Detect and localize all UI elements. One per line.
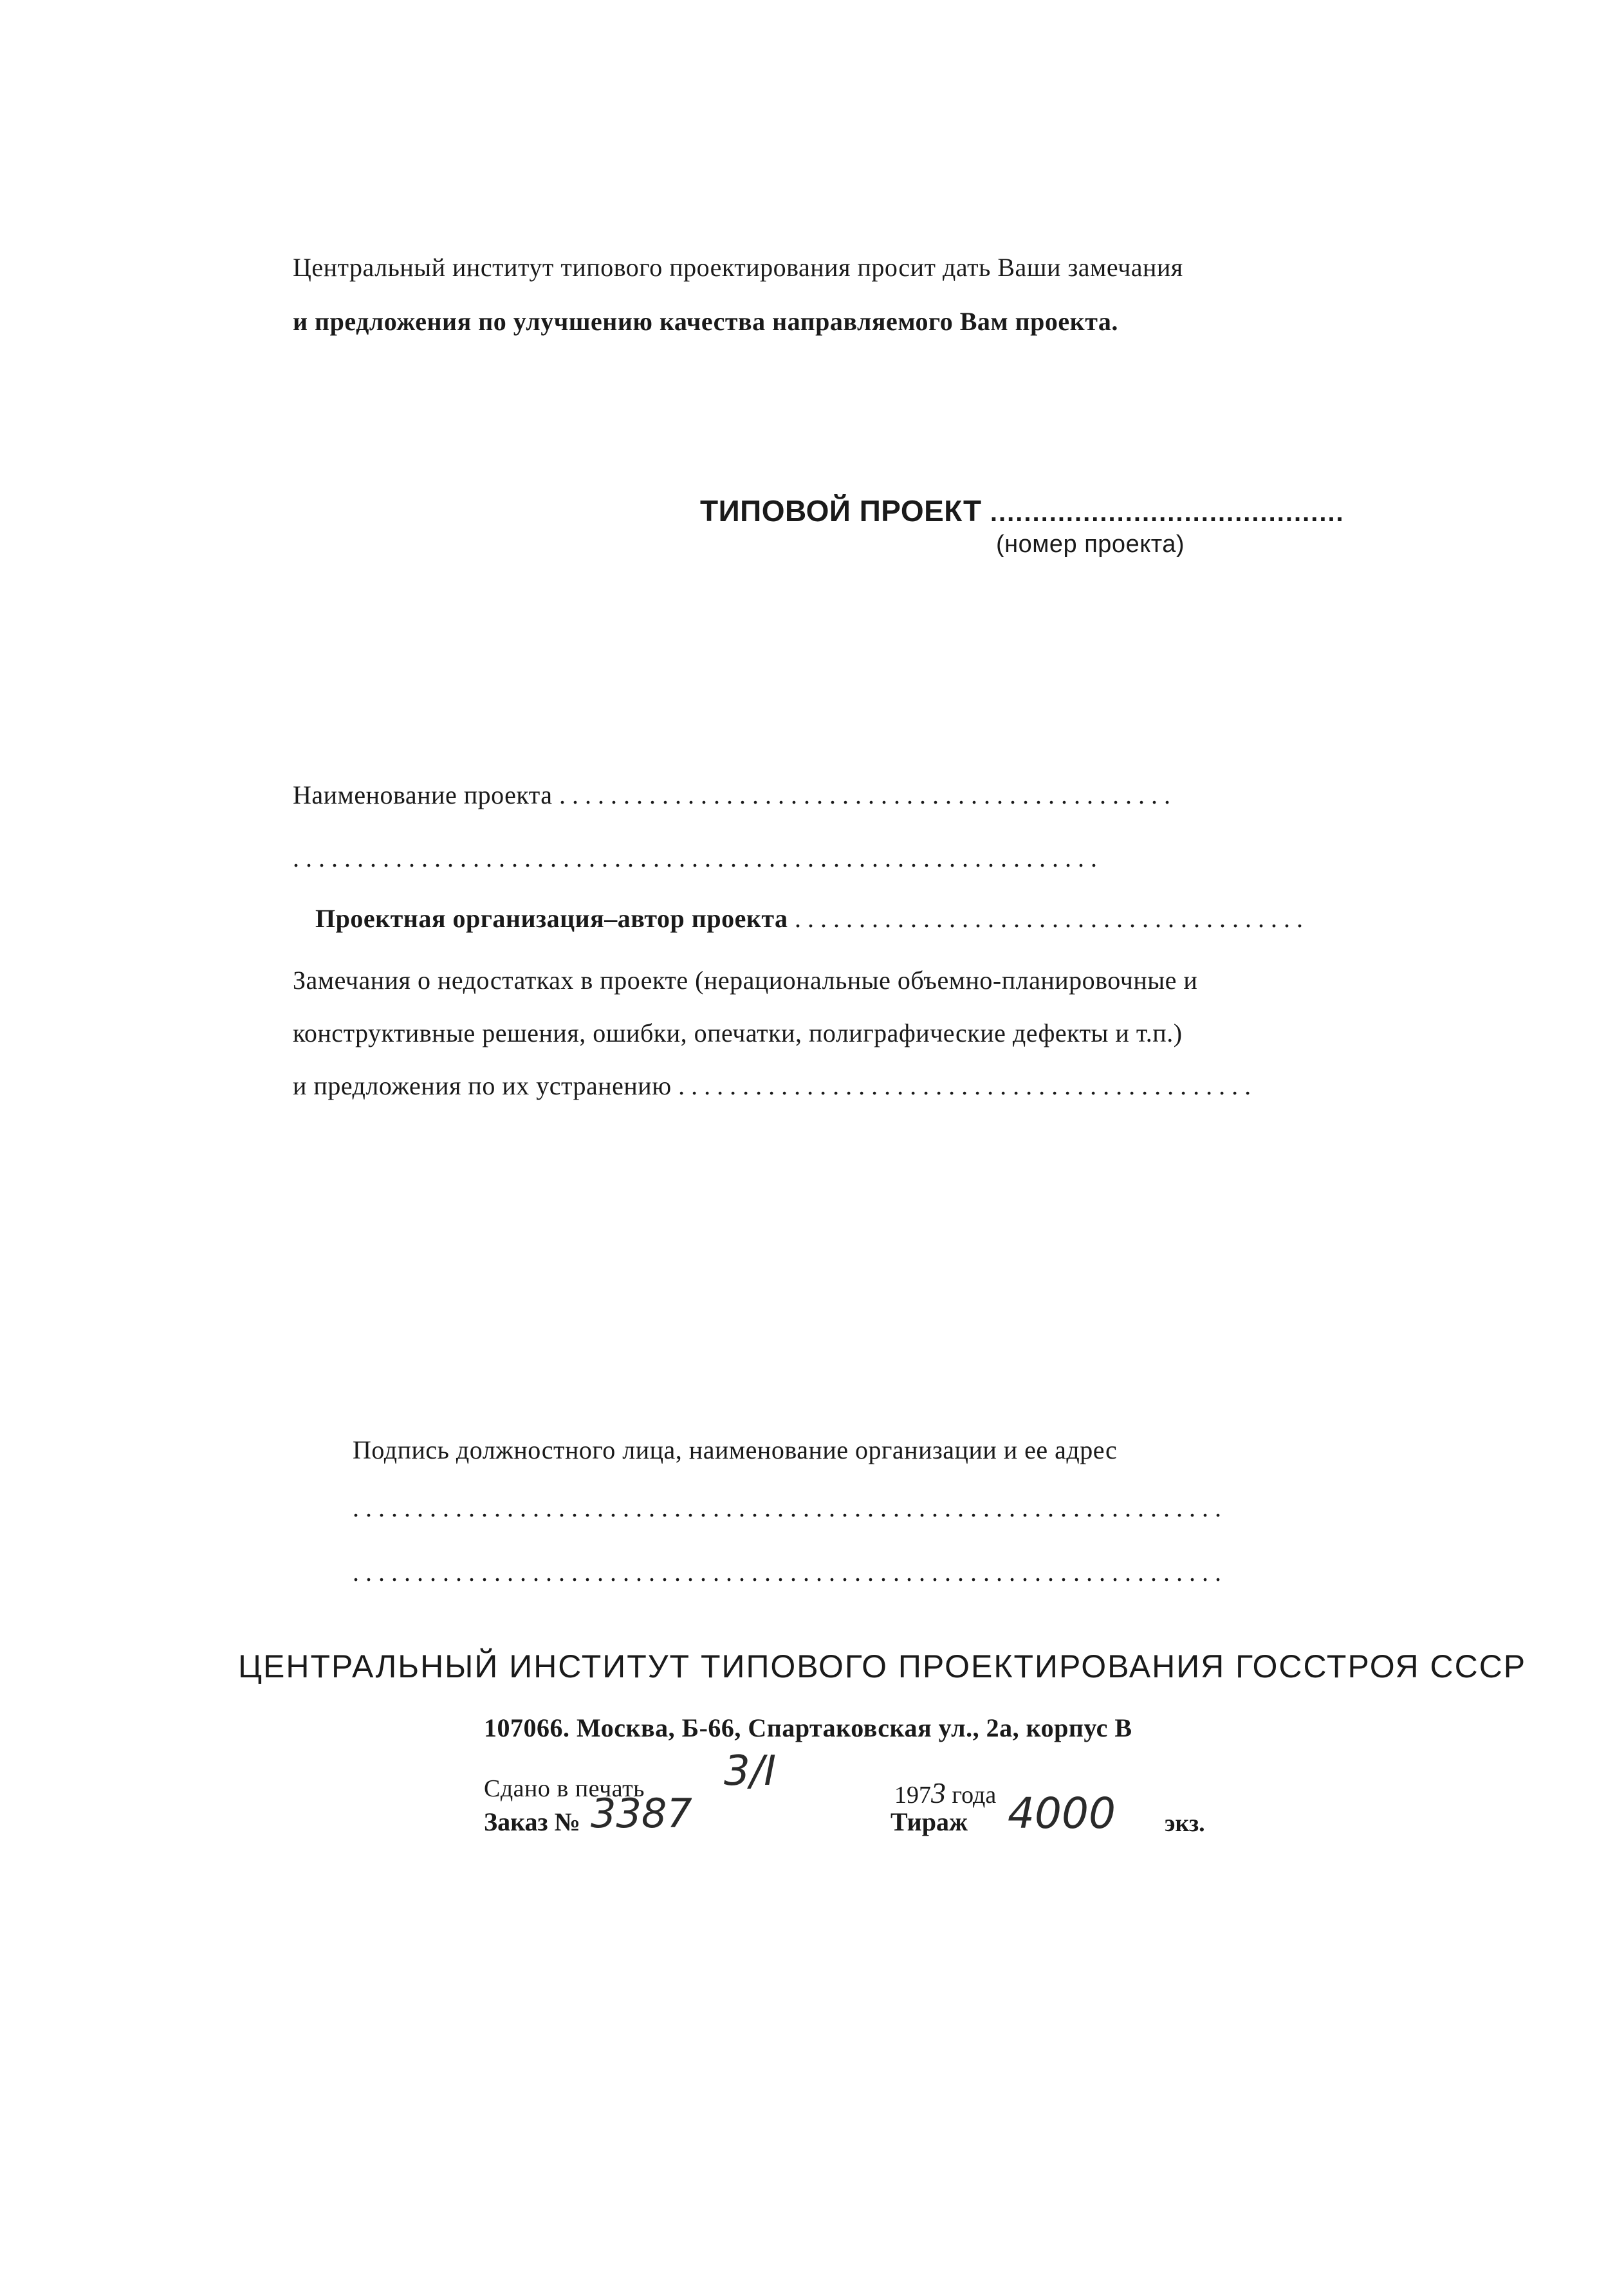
project-name-dots: ................................................ (558, 780, 1177, 809)
remarks-field[interactable] (293, 1071, 1257, 1102)
copies-label: экз. (1165, 1810, 1205, 1837)
signature-dots-line-2[interactable]: .................................................................... (353, 1558, 1228, 1587)
remarks-line-1: Замечания о недостатках в проекте (нерациональные объемно-планировочные и (293, 966, 1198, 995)
print-run-handwritten-value: 4000 (1008, 1789, 1116, 1838)
project-name-dots-line-2[interactable]: ............................................................... (293, 844, 1103, 872)
institute-name: ЦЕНТРАЛЬНЫЙ ИНСТИТУТ ТИПОВОГО ПРОЕКТИРОВАНИЯ ГОССТРОЯ СССР (238, 1648, 1527, 1684)
signature-dots-line-1[interactable]: .................................................................... (353, 1493, 1228, 1522)
remarks-line-3: и предложения по их устранению (293, 1071, 672, 1100)
order-handwritten-number: 3387 (591, 1790, 692, 1837)
order-label: Заказ № (484, 1807, 580, 1836)
sent-to-print-label: Сдано в печать (484, 1775, 645, 1802)
intro-line-2: и предложения по улучшению качества направляемого Вам проекта. (293, 307, 1118, 336)
intro-line-1: Центральный институт типового проектирования просит дать Ваши замечания (293, 253, 1183, 282)
project-number-hint: (номер проекта) (996, 531, 1185, 558)
organization-field[interactable] (315, 903, 1309, 934)
year-prefix: 197 (894, 1782, 931, 1809)
project-number-field[interactable] (700, 495, 1345, 528)
organization-label: Проектная организация–автор проекта (315, 904, 788, 933)
sent-to-print-handwritten-date: 3/I (724, 1747, 777, 1795)
signature-label: Подпись должностного лица, наименование организации и ее адрес (353, 1435, 1118, 1464)
remarks-line-2: конструктивные решения, ошибки, опечатки, полиграфические дефекты и т.п.) (293, 1019, 1183, 1047)
project-name-label: Наименование проекта (293, 780, 553, 809)
remarks-dots: ............................................. (678, 1071, 1258, 1100)
institute-address: 107066. Москва, Б-66, Спартаковская ул., 2а, корпус В (484, 1713, 1132, 1742)
year-printed (894, 1776, 996, 1810)
project-number-label: ТИПОВОЙ ПРОЕКТ (700, 494, 982, 528)
organization-dots: ........................................ (795, 904, 1310, 933)
year-suffix: года (952, 1782, 997, 1809)
project-name-field[interactable] (293, 780, 1177, 811)
project-number-dots: .......................................... (990, 499, 1345, 527)
year-handwritten-digit: 3 (931, 1776, 946, 1809)
print-run-label: Тираж (890, 1807, 968, 1836)
